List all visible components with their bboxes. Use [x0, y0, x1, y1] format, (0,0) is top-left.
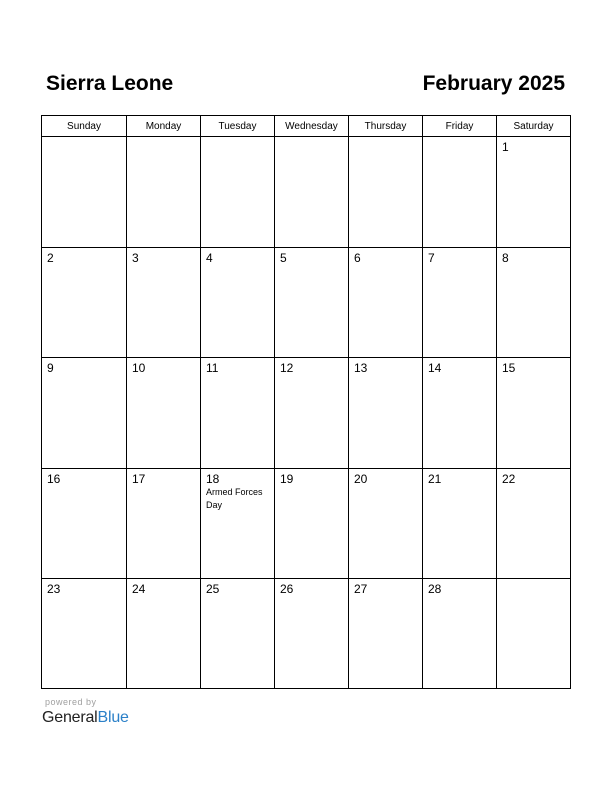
brand-general: General — [42, 709, 98, 726]
day-number: 13 — [354, 361, 368, 375]
day-cell — [275, 137, 349, 247]
day-cell — [497, 137, 570, 247]
day-cell — [497, 358, 570, 468]
weekday-friday: Friday — [423, 116, 497, 136]
day-number: 24 — [132, 582, 146, 596]
day-cell — [127, 248, 201, 357]
day-number: 19 — [280, 472, 294, 486]
month-title: February 2025 — [422, 72, 565, 95]
day-cell — [423, 358, 497, 468]
day-cell — [497, 579, 570, 688]
week-row — [42, 358, 570, 469]
powered-by-label: powered by — [45, 697, 97, 707]
country-title: Sierra Leone — [46, 72, 174, 95]
day-number: 27 — [354, 582, 368, 596]
week-row — [42, 137, 570, 248]
day-number: 17 — [132, 472, 146, 486]
day-number: 22 — [502, 472, 516, 486]
weekday-sunday: Sunday — [42, 116, 127, 136]
day-number: 21 — [428, 472, 442, 486]
day-number: 20 — [354, 472, 368, 486]
day-number: 26 — [280, 582, 294, 596]
day-cell — [497, 469, 570, 578]
weekday-wednesday: Wednesday — [275, 116, 349, 136]
day-number: 1 — [502, 140, 509, 154]
day-cell — [423, 137, 497, 247]
week-row — [42, 248, 570, 358]
day-number: 14 — [428, 361, 442, 375]
day-number: 6 — [354, 251, 361, 265]
day-cell — [423, 469, 497, 578]
day-cell — [201, 248, 275, 357]
day-number: 28 — [428, 582, 442, 596]
day-cell — [349, 579, 423, 688]
day-cell — [275, 579, 349, 688]
day-cell — [201, 358, 275, 468]
day-cell — [42, 358, 127, 468]
day-number: 23 — [47, 582, 61, 596]
day-cell — [349, 137, 423, 247]
day-number: 3 — [132, 251, 139, 265]
day-cell — [201, 137, 275, 247]
day-cell — [423, 579, 497, 688]
day-cell — [127, 579, 201, 688]
day-cell — [42, 248, 127, 357]
day-number: 11 — [206, 361, 219, 375]
day-cell — [201, 579, 275, 688]
day-cell — [275, 469, 349, 578]
day-number: 8 — [502, 251, 509, 265]
day-cell — [497, 248, 570, 357]
day-cell — [42, 137, 127, 247]
weekday-header-row — [42, 116, 570, 137]
day-cell — [349, 248, 423, 357]
day-number: 2 — [47, 251, 54, 265]
day-number: 5 — [280, 251, 287, 265]
day-number: 9 — [47, 361, 54, 375]
holiday-label: Armed Forces Day — [206, 487, 263, 510]
weekday-tuesday: Tuesday — [201, 116, 275, 136]
day-number: 15 — [502, 361, 516, 375]
day-number: 25 — [206, 582, 220, 596]
day-cell — [127, 358, 201, 468]
day-cell — [127, 469, 201, 578]
day-number: 10 — [132, 361, 146, 375]
week-row — [42, 579, 570, 688]
day-cell — [42, 469, 127, 578]
day-number: 16 — [47, 472, 61, 486]
day-cell — [423, 248, 497, 357]
brand-blue: Blue — [97, 709, 129, 726]
generalblue-logo — [42, 707, 129, 729]
day-number: 4 — [206, 251, 213, 265]
week-row — [42, 469, 570, 579]
day-cell — [349, 358, 423, 468]
day-cell — [275, 248, 349, 357]
weekday-monday: Monday — [127, 116, 201, 136]
day-cell — [349, 469, 423, 578]
calendar-grid — [41, 115, 571, 689]
day-number: 12 — [280, 361, 294, 375]
weekday-saturday: Saturday — [513, 121, 554, 132]
day-number: 7 — [428, 251, 435, 265]
day-cell — [275, 358, 349, 468]
day-cell — [201, 469, 275, 578]
day-number: 18 — [206, 472, 220, 486]
day-cell — [42, 579, 127, 688]
weekday-thursday: Thursday — [349, 116, 423, 136]
day-cell — [127, 137, 201, 247]
